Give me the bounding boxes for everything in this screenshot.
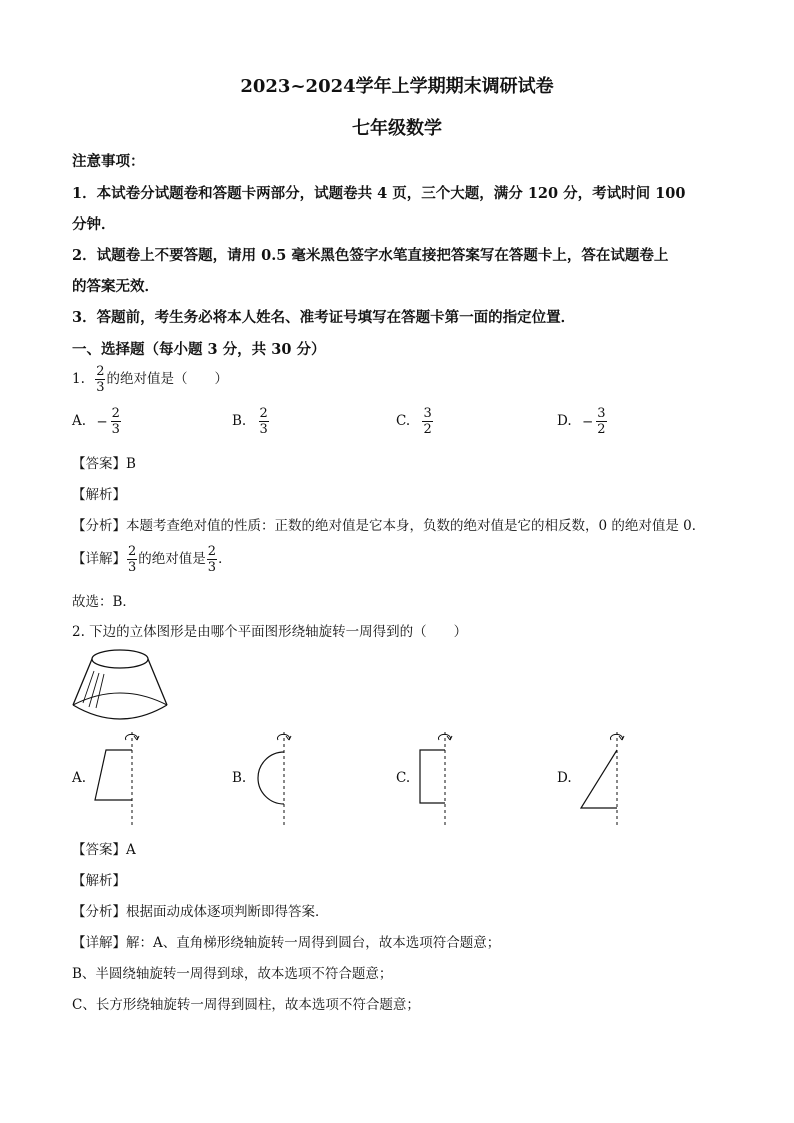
q1-option-d-frac bbox=[596, 406, 606, 437]
q1-option-b-label: B. bbox=[232, 413, 247, 429]
q1-option-c-num: 3 bbox=[423, 406, 432, 421]
q1-detail bbox=[72, 544, 232, 575]
q2-answer bbox=[72, 838, 136, 858]
q1-option-b bbox=[232, 406, 270, 437]
q1-option-d-label: D. bbox=[557, 413, 572, 429]
q1-stem bbox=[72, 364, 228, 395]
q1-detail-den2: 3 bbox=[207, 560, 217, 575]
q2-fenxi bbox=[72, 900, 329, 920]
q1-option-c-frac bbox=[422, 406, 432, 437]
q1-fraction bbox=[95, 364, 105, 395]
q1-analysis-tag: 【解析】 bbox=[72, 487, 126, 503]
q1-detail-frac1 bbox=[127, 544, 137, 575]
notice-item-3: 3．答题前，考生务必将本人姓名、准考证号填写在答题卡第一面的指定位置． bbox=[72, 309, 576, 326]
q1-option-a-den: 3 bbox=[111, 422, 120, 437]
q2-line-b: B、半圆绕轴旋转一周得到球，故本选项不符合题意； bbox=[72, 966, 393, 982]
q1-option-a-label: A. bbox=[72, 413, 87, 429]
frustum-bottom-back bbox=[73, 693, 167, 705]
q1-detail-den1: 3 bbox=[128, 560, 137, 575]
q1-option-b-num: 2 bbox=[259, 406, 268, 421]
q1-option-a bbox=[72, 406, 122, 437]
q1-frac-num: 2 bbox=[96, 364, 105, 379]
q1-fenxi bbox=[72, 514, 705, 534]
q1-frac-den: 3 bbox=[96, 380, 105, 395]
q1-option-a-num: 2 bbox=[111, 406, 120, 421]
page-title: 2023~2024学年上学期期末调研试卷 bbox=[240, 76, 554, 97]
q1-detail-tag: 【详解】 bbox=[72, 551, 126, 567]
q2-analysis-tag: 【解析】 bbox=[72, 873, 126, 889]
q1-detail-mid: 的绝对值是 bbox=[138, 551, 206, 567]
q1-option-d-sign: − bbox=[581, 413, 594, 430]
q2-answer-tag: 【答案】 bbox=[72, 842, 126, 858]
q1-option-d-den: 2 bbox=[597, 422, 606, 437]
q1-detail-num2: 2 bbox=[207, 544, 217, 559]
rectangle-shape bbox=[420, 750, 445, 803]
q2-line-c: C、长方形绕轴旋转一周得到圆柱，故本选项不符合题意； bbox=[72, 997, 420, 1013]
q2-option-b-figure bbox=[250, 730, 300, 830]
q2-option-d-label: D. bbox=[557, 770, 572, 786]
q1-option-d-num: 3 bbox=[597, 406, 606, 421]
q1-detail-num1: 2 bbox=[128, 544, 137, 559]
section-heading: 一、选择题（每小题 3 分，共 30 分） bbox=[72, 341, 326, 358]
q2-detail-tag: 【详解】 bbox=[72, 935, 126, 951]
q1-detail-end: ． bbox=[218, 551, 232, 567]
notice-item-1: 1．本试卷分试题卷和答题卡两部分，试题卷共 4 页，三个大题，满分 120 分，考试时间 100 bbox=[72, 185, 686, 202]
q1-fenxi-text: 本题考查绝对值的性质：正数的绝对值是它本身，负数的绝对值是它的相反数，0 的绝对值是 0． bbox=[126, 518, 706, 534]
notice-item-1-cont: 分钟． bbox=[72, 216, 116, 233]
q2-detail-text: 解：A、直角梯形绕轴旋转一周得到圆台，故本选项符合题意； bbox=[126, 935, 501, 951]
q1-stem-tail: 的绝对值是（ ） bbox=[106, 371, 228, 387]
q1-option-d bbox=[557, 406, 608, 437]
q1-option-c-den: 2 bbox=[423, 422, 432, 437]
triangle-shape bbox=[581, 750, 617, 808]
frustum-top-ellipse bbox=[92, 650, 148, 668]
q2-option-a-figure bbox=[92, 730, 142, 830]
q1-option-c bbox=[396, 406, 434, 437]
q1-number: 1. bbox=[72, 371, 85, 387]
q2-detail bbox=[72, 931, 500, 951]
q1-option-c-label: C. bbox=[396, 413, 411, 429]
q2-fenxi-tag: 【分析】 bbox=[72, 904, 126, 920]
q2-fenxi-text: 根据面动成体逐项判断即得答案． bbox=[126, 904, 329, 920]
q1-choice: 故选：B． bbox=[72, 594, 136, 610]
q2-option-a-label: A. bbox=[72, 770, 87, 786]
q2-option-c-label: C. bbox=[396, 770, 411, 786]
q1-fenxi-tag: 【分析】 bbox=[72, 518, 126, 534]
q2-option-b-label: B. bbox=[232, 770, 247, 786]
q1-option-a-frac bbox=[111, 406, 121, 437]
semicircle-shape bbox=[258, 752, 284, 804]
notice-item-2-cont: 的答案无效． bbox=[72, 278, 159, 295]
q1-answer-tag: 【答案】 bbox=[72, 456, 126, 472]
q2-option-c-figure bbox=[414, 730, 464, 830]
q1-option-b-frac bbox=[259, 406, 269, 437]
q1-answer bbox=[72, 452, 136, 472]
q1-answer-value: B bbox=[126, 456, 136, 472]
q2-option-d-figure bbox=[576, 730, 636, 830]
q1-detail-frac2 bbox=[207, 544, 217, 575]
q1-option-b-den: 3 bbox=[259, 422, 268, 437]
trapezoid-shape bbox=[95, 750, 132, 800]
frustum-figure bbox=[70, 645, 170, 725]
q2-stem: 2. 下边的立体图形是由哪个平面图形绕轴旋转一周得到的（ ） bbox=[72, 624, 468, 640]
notice-item-2: 2．试题卷上不要答题，请用 0.5 毫米黑色签字水笔直接把答案写在答题卡上，答在试题卷上 bbox=[72, 247, 669, 264]
notice-heading: 注意事项： bbox=[72, 153, 145, 170]
page-subtitle: 七年级数学 bbox=[352, 118, 442, 139]
frustum-bottom-front bbox=[73, 705, 167, 719]
q1-option-a-sign: − bbox=[96, 413, 108, 430]
q2-answer-value: A bbox=[126, 842, 136, 858]
